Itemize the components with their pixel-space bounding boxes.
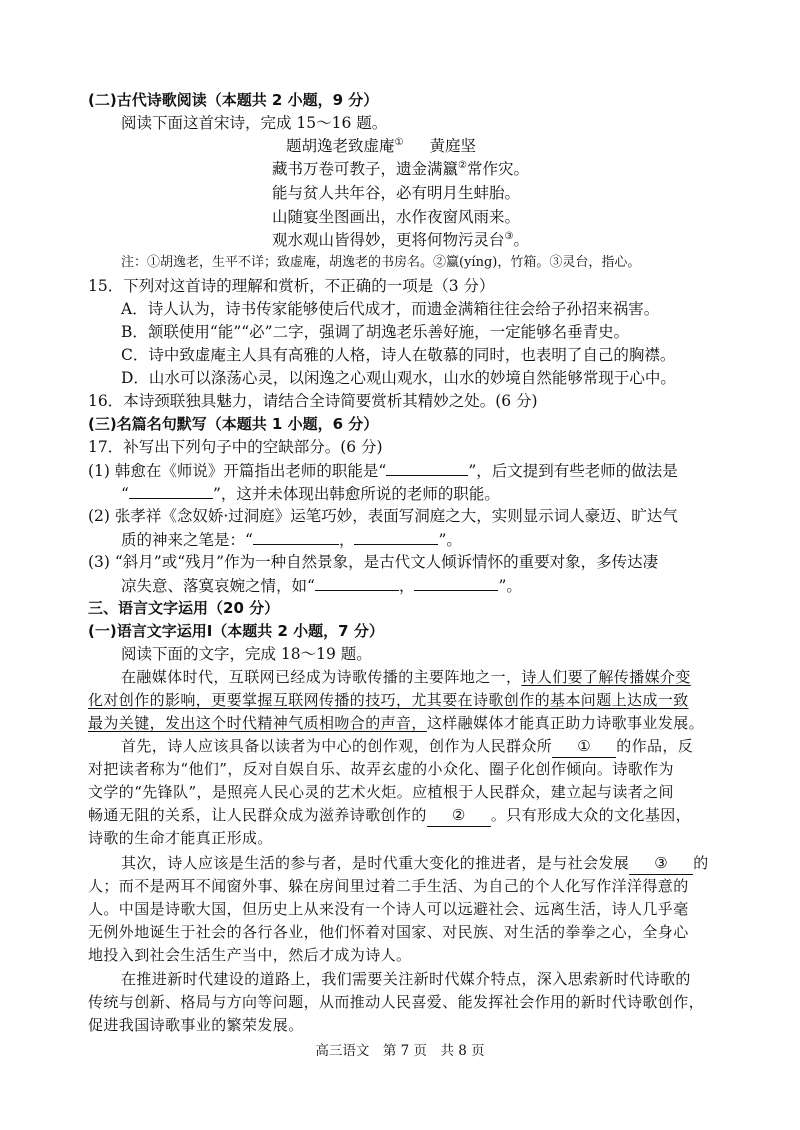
q17-sub3-text-a: 凉失意、落寞哀婉之情，如“: [121, 577, 315, 595]
poem-line-2: 能与贫人共年谷，必有明月生蚌胎。: [272, 184, 521, 202]
q17-sub2-text-a: 质的神来之笔是：“: [121, 531, 253, 549]
question-15-stem: 15．下列对这首诗的理解和赏析，不正确的一项是（3 分）: [88, 277, 495, 295]
article-underlined-sentence-part-2: 化对创作的影响，更要掌握互联网传播的技巧，尤其要在诗歌创作的基本问题上达成一致: [88, 691, 689, 709]
poem-line-1-note-mark: ②: [458, 159, 467, 171]
q17-sub1-text-a: (1) 韩愈在《师说》开篇指出老师的职能是“: [88, 462, 387, 480]
poem-line-4-part-b: 。: [513, 231, 529, 249]
part-heading-language-use: 三、语言文字运用（20 分）: [88, 599, 280, 617]
poem-title: [286, 135, 476, 157]
question-15-option-b: B．颔联使用“能”“必”二字，强调了胡逸老乐善好施，一定能够名垂青史。: [121, 323, 630, 341]
poem-notes: 注：①胡逸老，生平不详；致虚庵，胡逸老的书房名。②籝(yíng)，竹箱。③灵台，指心。: [121, 255, 641, 270]
answer-blank-3[interactable]: [253, 528, 339, 545]
q17-sub1-text-d: ”，这并未体现出韩愈所说的老师的职能。: [212, 485, 500, 503]
question-17-sub1-line2: [121, 482, 500, 504]
article-p2-line2: 对把读者称为“他们”，反对自娱自乐、故弄玄虚的小众化、圈子化创作倾向。诗歌作为: [88, 760, 674, 778]
question-15-option-c: C．诗中致虚庵主人具有高雅的人格，诗人在敬慕的同时，也表明了自己的胸襟。: [121, 346, 676, 364]
q17-sub3-text-c: ”。: [498, 577, 522, 595]
poem-line-4: [272, 229, 529, 251]
answer-blank-2[interactable]: [129, 482, 213, 499]
article-p4-line2: 传统与创新、格局与方向等问题，从而推动人民喜爱、能发挥社会作用的新时代诗歌创作，: [88, 993, 705, 1011]
answer-blank-6[interactable]: [414, 574, 498, 591]
article-blank-1: ①: [552, 735, 616, 758]
poem-line-1-part-b: 常作灾。: [466, 160, 529, 178]
question-17-sub3-line2: [121, 574, 522, 596]
poem-title-note-mark: ①: [394, 136, 404, 148]
question-17-sub2-line1: (2) 张孝祥《念奴娇·过洞庭》运笔巧妙，表面写洞庭之大，实则显示词人豪迈、旷达气: [88, 507, 678, 525]
answer-blank-5[interactable]: [315, 574, 399, 591]
article-p4-line3: 促进我国诗歌事业的繁荣发展。: [88, 1016, 304, 1034]
section-heading-poetry: (二)古代诗歌阅读（本题共 2 小题，9 分）: [88, 91, 379, 109]
question-15-option-d: D．山水可以涤荡心灵，以闲逸之心观山观水，山水的妙境自然能够常现于心中。: [121, 369, 676, 387]
article-blank-2: ②: [427, 804, 491, 827]
sub-heading-language-use-1: (一)语言文字运用Ⅰ（本题共 2 小题，7 分）: [88, 622, 384, 640]
article-p4-line1: 在推进新时代建设的道路上，我们需要关注新时代媒介特点，深入思索新时代诗歌的: [121, 970, 691, 988]
question-17-sub2-line2: [121, 528, 462, 550]
article-p3-line2: 人；而不是两耳不闻窗外事、躲在房间里过着二手生活、为自己的个人化写作洋洋得意的: [88, 877, 689, 895]
question-17-sub3-line1: (3) “斜月”或“残月”作为一种自然景象，是古代文人倾诉情怀的重要对象，多传达凄: [88, 553, 659, 571]
answer-blank-1[interactable]: [386, 459, 468, 476]
q17-sub2-text-c: ”。: [438, 531, 462, 549]
article-p2-text-a: 首先，诗人应该具备以读者为中心的创作观，创作为人民群众所: [121, 737, 553, 755]
question-15-option-a: A．诗人认为，诗书传家能够使后代成才，而遗金满箱往往会给子孙招来祸害。: [121, 300, 660, 318]
question-16-stem: 16．本诗颈联独具魅力，请结合全诗简要赏析其精妙之处。(6 分): [88, 392, 538, 410]
article-p2-line3: 文学的“先锋队”，是照亮人民心灵的艺术火炬。应植根于人民群众，建立起与读者之间: [88, 783, 674, 801]
poem-line-1: [272, 158, 529, 180]
article-p3-line1: [121, 852, 709, 874]
poem-line-1-part-a: 藏书万卷可教子，遗金满籝: [272, 160, 459, 178]
language-use-instruction: 阅读下面的文字，完成 18～19 题。: [121, 645, 372, 663]
article-p2-line5: 诗歌的生命才能真正形成。: [88, 829, 273, 847]
question-17-sub1-line1: [88, 459, 678, 481]
article-p2-line4: [88, 804, 691, 826]
poem-line-3: 山随宴坐图画出，水作夜窗风雨来。: [272, 208, 521, 226]
poem-line-4-part-a: 观水观山皆得妙，更将何物污灵台: [272, 231, 505, 249]
article-p1-text-b: 这样融媒体才能真正助力诗歌事业发展。: [426, 714, 705, 732]
article-p3-line5: 地投入到社会生活生产当中，然后才成为诗人。: [88, 946, 412, 964]
article-p1-line1: [121, 666, 691, 688]
article-underlined-sentence-part-1: 诗人们要了解传播媒介变: [521, 668, 691, 686]
poem-author: 黄庭坚: [429, 137, 476, 155]
article-underlined-sentence-part-3: 最为关键，发出这个时代精神气质相吻合的声音，: [88, 714, 427, 732]
article-p2-text-b: 的作品，反: [616, 737, 694, 755]
article-p3-line4: 无例外地诞生于社会的各行各业，他们怀着对国家、对民族、对生活的拳拳之心，全身心: [88, 923, 689, 941]
article-p3-text-a: 其次，诗人应该是生活的参与者，是时代重大变化的推进者，是与社会发展: [121, 854, 630, 872]
q17-sub1-text-c: “: [121, 485, 129, 503]
poem-title-text: 题胡逸老致虚庵: [286, 137, 395, 155]
question-17-stem: 17．补写出下列句子中的空缺部分。(6 分): [88, 438, 383, 456]
q17-sub1-text-b: ”，后文提到有些老师的做法是: [468, 462, 678, 480]
article-p2-text-d: 。只有形成大众的文化基因，: [490, 806, 692, 824]
article-p2-line1: [121, 735, 693, 757]
article-p1-line3: [88, 712, 704, 734]
poetry-instruction: 阅读下面这首宋诗，完成 15～16 题。: [121, 114, 388, 132]
article-blank-3: ③: [629, 852, 693, 875]
article-p1-text-a: 在融媒体时代，互联网已经成为诗歌传播的主要阵地之一，: [121, 668, 522, 686]
answer-blank-4[interactable]: [354, 528, 438, 545]
page-footer: 高三语文 第 7 页 共 8 页: [315, 1043, 485, 1059]
article-p3-line3: 人。中国是诗歌大国，但历史上从来没有一个诗人可以远避社会、远离生活，诗人几乎毫: [88, 900, 689, 918]
section-heading-dictation: (三)名篇名句默写（本题共 1 小题，6 分）: [88, 415, 379, 433]
article-p3-text-b: 的: [693, 854, 709, 872]
poem-line-4-note-mark: ③: [504, 230, 514, 242]
q17-sub2-text-b: ，: [338, 531, 355, 549]
q17-sub3-text-b: ，: [398, 577, 415, 595]
article-p2-text-c: 畅通无阻的关系，让人民群众成为滋养诗歌创作的: [88, 806, 427, 824]
